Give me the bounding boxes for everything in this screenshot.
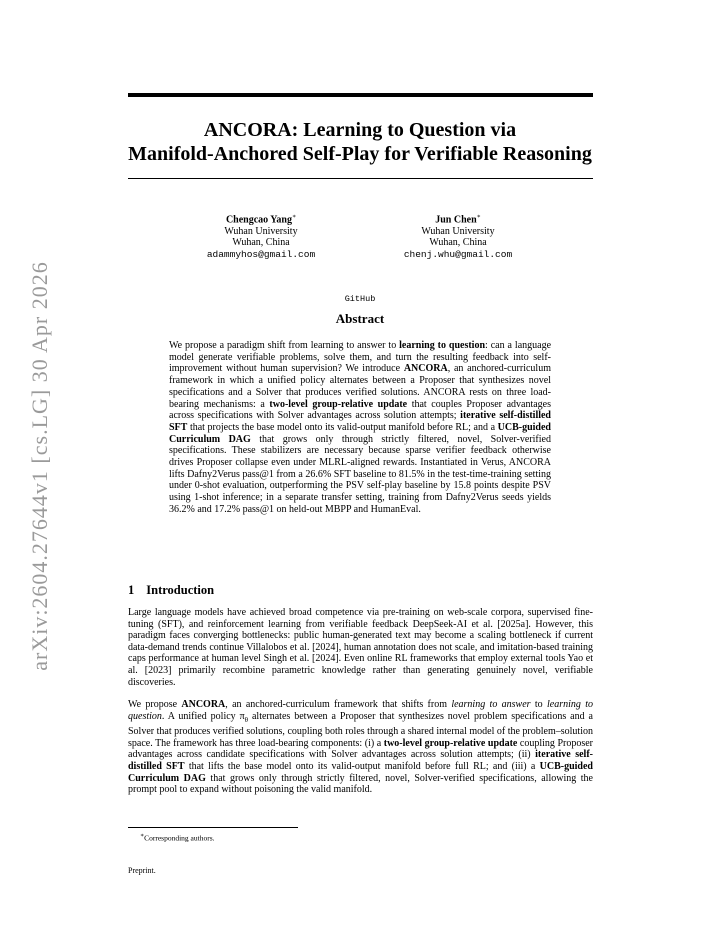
author-affiliation: Wuhan University (421, 225, 495, 237)
author-email[interactable]: chenj.whu@gmail.com (403, 248, 513, 260)
intro-paragraph-2: We propose ANCORA, an anchored-curriculum framework that shifts from learning to answer to learning to question. A unified policy $\pi_\theta$ alternates between a Proposer that synthesizes novel problem specifications and a Solver that produces verified solutions, coupling both roles through a shared internal model of the problem–solution space. The framework has three load-bearing components: (i) a two-level group-relative update coupling Proposer advantages across candidate specifications with Solver advantages across solution attempts; (ii) iterative self-distilled SFT that lifts the base model onto its valid-output manifold before full RL; and (iii) a UCB-guided Curriculum DAG that grows only through strictly filtered, novel, Solver-verified specifications, allowing the prompt pool to expand without poisoning the valid manifold. (128, 699, 593, 796)
section-title: Introduction (146, 583, 215, 597)
footnote: ∗Corresponding authors. (140, 833, 215, 843)
title-line-2: Manifold-Anchored Self-Play for Verifiable Reasoning (128, 143, 592, 165)
author-block-2 (358, 212, 558, 260)
paper-title (100, 118, 620, 166)
arxiv-identifier: arXiv:2604.27644v1 [cs.LG] 30 Apr 2026 (27, 261, 52, 671)
title-line-1: ANCORA: Learning to Question via (203, 119, 517, 141)
author-location: Wuhan, China (232, 237, 290, 249)
footnote-rule (128, 827, 298, 828)
abstract-body: We propose a paradigm shift from learning to answer to learning to question: can a language model generate verifiable problems, solve them, and turn the resulting feedback into self-improvement without human supervision? We introduce ANCORA, an anchored-curriculum framework in which a unified policy alternates between a Proposer that synthesizes novel specifications and a Solver that produces verified solutions. ANCORA rests on three load-bearing mechanisms: a two-level group-relative update that couples Proposer advantages across specifications with Solver advantages across solution attempts; iterative self-distilled SFT that projects the base model onto its valid-output manifold before RL; and a UCB-guided Curriculum DAG that grows only through strictly filtered, novel, Solver-verified specifications. These stabilizers are necessary because sparse verifier feedback otherwise drives Proposer collapse even under MLRL-aligned rewards. Instantiated in Verus, ANCORA lifts Dafny2Verus pass@1 from a 26.6% SFT baseline to 81.5% in the test-time-training setting under 0-shot evaluation, outperforming the PSV self-play baseline by 15.8 points despite PSV using 1-shot inference; in a separate transfer setting, training from Dafny2Verus seeds yields 36.2% and 17.2% pass@1 on held-out MBPP and HumanEval. (169, 340, 552, 515)
author-block-1 (161, 212, 361, 260)
author-mark: ∗ (476, 214, 481, 220)
section-number: 1 (128, 583, 135, 597)
abstract-heading: Abstract (335, 311, 385, 326)
author-affiliation: Wuhan University (224, 225, 298, 237)
section-heading-introduction (128, 583, 226, 598)
author-location: Wuhan, China (429, 237, 487, 249)
preprint-label: Preprint. (128, 866, 156, 875)
author-name: Chengcao Yang (225, 214, 292, 226)
author-name: Jun Chen (435, 214, 477, 226)
author-mark: ∗ (291, 214, 297, 220)
intro-paragraph-1: Large language models have achieved broad competence via pre-training on web-scale corpora, supervised fine-tuning (SFT), and reinforcement learning from verifiable feedback DeepSeek-AI et al. [2025a]. However, this paradigm faces converging bottlenecks: public human-generated text may become a scaling bottleneck if current data-demand trends continue Villalobos et al. [2024], human annotation does not scale, and imitation-based training caps performance at human level Singh et al. [2024]. Even online RL frameworks that employ external tools Yao et al. [2023] primarily recombine parametric knowledge rather than generating genuinely novel, verifiable discoveries. (128, 607, 593, 688)
title-bottom-rule (128, 178, 593, 179)
github-link[interactable]: GitHub (344, 294, 376, 304)
title-top-rule (128, 93, 593, 97)
author-email[interactable]: adammyhos@gmail.com (206, 248, 316, 260)
